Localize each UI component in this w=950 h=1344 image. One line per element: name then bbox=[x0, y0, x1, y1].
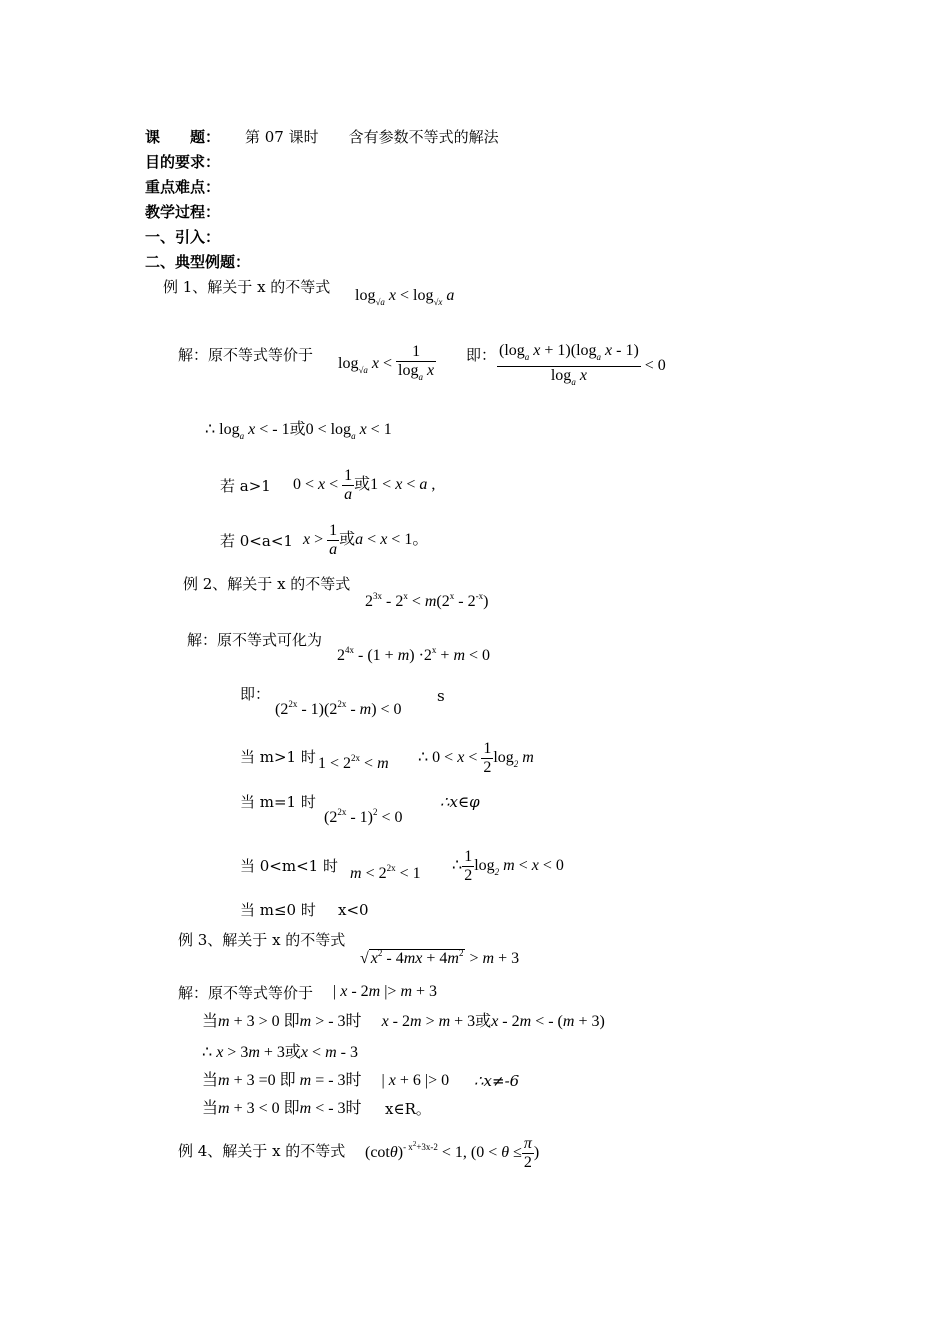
example1-equivalent-form: $\log_{√a} x$ < $\frac{1}{\log_a x}$ bbox=[338, 343, 435, 382]
intro-heading: 一、引入： bbox=[145, 228, 221, 246]
example1-prompt: 例 1、解关于 x 的不等式 bbox=[163, 278, 331, 296]
example1-case1-label: 若 a>1 bbox=[220, 477, 271, 495]
example2-rewritten: $2^{4x} - (1 + m) \cdot 2^x + m < 0$ bbox=[337, 645, 491, 664]
example3-case2: 当m + 3 =0 即 m = - 3时 | x + 6 |> 0 bbox=[202, 1072, 450, 1089]
example2-case1-result: ∴ 0 < x < $\frac{1}{2}$ $\log_2 m$ bbox=[418, 740, 534, 776]
process-label: 教学过程： bbox=[145, 203, 221, 221]
example2-case3-label: 当 0<m<1 时 bbox=[240, 857, 338, 875]
example1-inequality: $\log_{√a} x < \log_{√x} a$ bbox=[355, 287, 455, 307]
example3-case3-result: x∈R。 bbox=[385, 1100, 431, 1118]
goals-label: 目的要求： bbox=[145, 153, 221, 171]
example2-case1-condition: $1 < 2^{2x} < m$ bbox=[318, 753, 389, 772]
example2-case2-label: 当 m=1 时 bbox=[240, 793, 316, 811]
example2-ie-label: 即： bbox=[240, 685, 271, 703]
example2-case4-result: x<0 bbox=[338, 901, 369, 919]
title-label: 课 题： bbox=[145, 128, 221, 146]
example1-therefore-line: ∴ $\log_a x$ < - 1或$0 < \log_a x < 1$ bbox=[205, 421, 392, 441]
example3-case1: 当m + 3 > 0 即m > - 3时 x - 2m > m + 3或x - 2m < - (m + 3) bbox=[202, 1013, 605, 1030]
example2-case3-result: ∴ $\frac{1}{2}$ $\log_2 m < x < 0$ bbox=[452, 848, 564, 884]
example2-case2-condition: $(2^{2x} - 1)^2 < 0$ bbox=[324, 807, 403, 826]
example4-inequality: $(\cot\theta)^{- x^2+3x-2} < 1$, (0 < θ ≤ $\frac{\pi}{2}$ ) bbox=[365, 1134, 540, 1171]
example2-case4-label: 当 m≤0 时 bbox=[240, 901, 316, 919]
example1-solution-label: 解：原不等式等价于 bbox=[178, 346, 314, 364]
example3-case2-result: ∴x≠-6 bbox=[474, 1072, 520, 1090]
example3-equivalent-form: | x - 2m |> m + 3 bbox=[333, 983, 438, 1000]
example3-inequality: √ $x^2 - 4mx + 4m^2 > m + 3$ bbox=[360, 948, 520, 967]
example1-case2-result: x > $\frac{1}{a}$ 或a < x < 1。 bbox=[303, 522, 429, 558]
example2-case1-label: 当 m>1 时 bbox=[240, 748, 316, 766]
example2-case3-condition: $m < 2^{2x} < 1$ bbox=[350, 863, 421, 882]
example3-case1-result: ∴ x > 3m + 3或x < m - 3 bbox=[202, 1044, 358, 1061]
example3-solution-label: 解：原不等式等价于 bbox=[178, 984, 314, 1002]
example1-case2-label: 若 0<a<1 bbox=[220, 532, 293, 550]
example2-factored: $(2^{2x} - 1)(2^{2x} - m) < 0$ bbox=[275, 699, 402, 718]
example1-ie-label: 即： bbox=[466, 346, 497, 364]
example2-inequality: $2^{3x} - 2^x < m(2^x - 2^{-x})$ bbox=[365, 591, 489, 610]
example4-prompt: 例 4、解关于 x 的不等式 bbox=[178, 1142, 346, 1160]
key-points-label: 重点难点： bbox=[145, 178, 221, 196]
example3-prompt: 例 3、解关于 x 的不等式 bbox=[178, 931, 346, 949]
example2-solution-label: 解：原不等式可化为 bbox=[187, 631, 323, 649]
example1-fraction-form: $\frac{(\log_a x + 1)(\log_a x - 1)}{\log_a x}$ < 0 bbox=[499, 342, 666, 387]
example3-case3: 当m + 3 < 0 即m < - 3时 bbox=[202, 1100, 362, 1117]
example1-case1-result: 0 < x < $\frac{1}{a}$ 或1 < x < a , bbox=[293, 467, 436, 503]
lesson-title: 第 07 课时 含有参数不等式的解法 bbox=[245, 128, 499, 146]
examples-heading: 二、典型例题： bbox=[145, 253, 251, 271]
stray-mark: s bbox=[437, 687, 445, 705]
example2-case2-result: ∴x∈φ bbox=[440, 793, 480, 811]
example2-prompt: 例 2、解关于 x 的不等式 bbox=[183, 575, 351, 593]
